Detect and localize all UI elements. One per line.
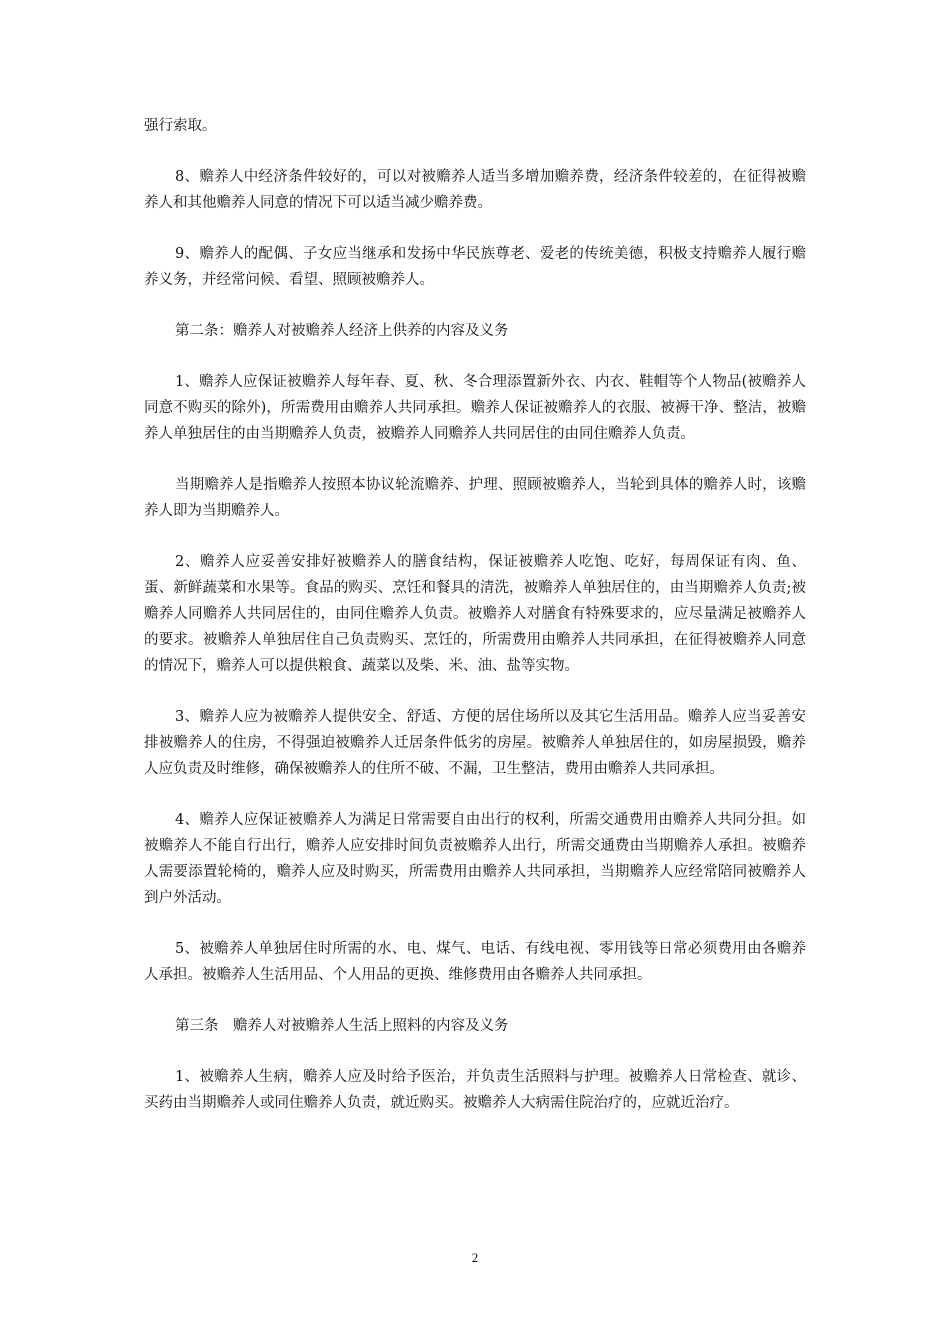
page-number: 2 xyxy=(471,1250,479,1265)
document-body xyxy=(144,113,806,1141)
paragraph-definition-current-caregiver: 当期赡养人是指赡养人按照本协议轮流赡养、护理、照顾被赡养人，当轮到具体的赡养人时，该赡养人即为当期赡养人。 xyxy=(144,477,806,519)
paragraph-article3-item-1: 1、被赡养人生病，赡养人应及时给予医治，并负责生活照料与护理。被赡养人日常检查、就诊、买药由当期赡养人或同住赡养人负责，就近购买。被赡养人大病需住院治疗的，应就近治疗。 xyxy=(144,1069,806,1111)
paragraph-clause-9: 9、赡养人的配偶、子女应当继承和发扬中华民族尊老、爱老的传统美德，积极支持赡养人履行赡养义务，并经常问候、看望、照顾被赡养人。 xyxy=(144,246,806,288)
article-two-heading: 第二条：赡养人对被赡养人经济上供养的内容及义务 xyxy=(175,323,509,339)
paragraph-article2-item-1: 1、赡养人应保证被赡养人每年春、夏、秋、冬合理添置新外衣、内衣、鞋帽等个人物品(被赡养人同意不购买的除外)，所需费用由赡养人共同承担。赡养人保证被赡养人的衣服、被褥干净、整洁，被赡养人单独居住的由当期赡养人负责，被赡养人同赡养人共同居住的由同住赡养人负责。 xyxy=(144,374,806,442)
article-three-heading: 第三条 赡养人对被赡养人生活上照料的内容及义务 xyxy=(175,1018,509,1034)
paragraph-article2-item-4: 4、赡养人应保证被赡养人为满足日常需要自由出行的权利，所需交通费用由赡养人共同分担。如被赡养人不能自行出行，赡养人应安排时间负责被赡养人出行，所需交通费由当期赡养人承担。被赡养人需要添置轮椅的，赡养人应及时购买，所需费用由赡养人共同承担，当期赡养人应经常陪同被赡养人到户外活动。 xyxy=(144,812,806,906)
paragraph-article2-item-2: 2、赡养人应妥善安排好被赡养人的膳食结构，保证被赡养人吃饱、吃好，每周保证有肉、鱼、蛋、新鲜蔬菜和水果等。食品的购买、烹饪和餐具的清洗，被赡养人单独居住的，由当期赡养人负责;被赡养人同赡养人共同居住的，由同住赡养人负责。被赡养人对膳食有特殊要求的，应尽量满足被赡养人的要求。被赡养人单独居住自己负责购买、烹饪的，所需费用由赡养人共同承担，在征得被赡养人同意的情况下，赡养人可以提供粮食、蔬菜以及柴、米、油、盐等实物。 xyxy=(144,554,806,674)
paragraph-clause-8: 8、赡养人中经济条件较好的，可以对被赡养人适当多增加赡养费，经济条件较差的，在征得被赡养人和其他赡养人同意的情况下可以适当减少赡养费。 xyxy=(144,169,806,211)
paragraph-article2-item-3: 3、赡养人应为被赡养人提供安全、舒适、方便的居住场所以及其它生活用品。赡养人应当妥善安排被赡养人的住房，不得强迫被赡养人迁居条件低劣的房屋。被赡养人单独居住的，如房屋损毁，赡养人应负责及时维修，确保被赡养人的住所不破、不漏，卫生整洁，费用由赡养人共同承担。 xyxy=(144,709,806,777)
paragraph-article2-item-5: 5、被赡养人单独居住时所需的水、电、煤气、电话、有线电视、零用钱等日常必须费用由各赡养人承担。被赡养人生活用品、个人用品的更换、维修费用由各赡养人共同承担。 xyxy=(144,941,806,983)
paragraph-continuation: 强行索取。 xyxy=(144,118,217,134)
